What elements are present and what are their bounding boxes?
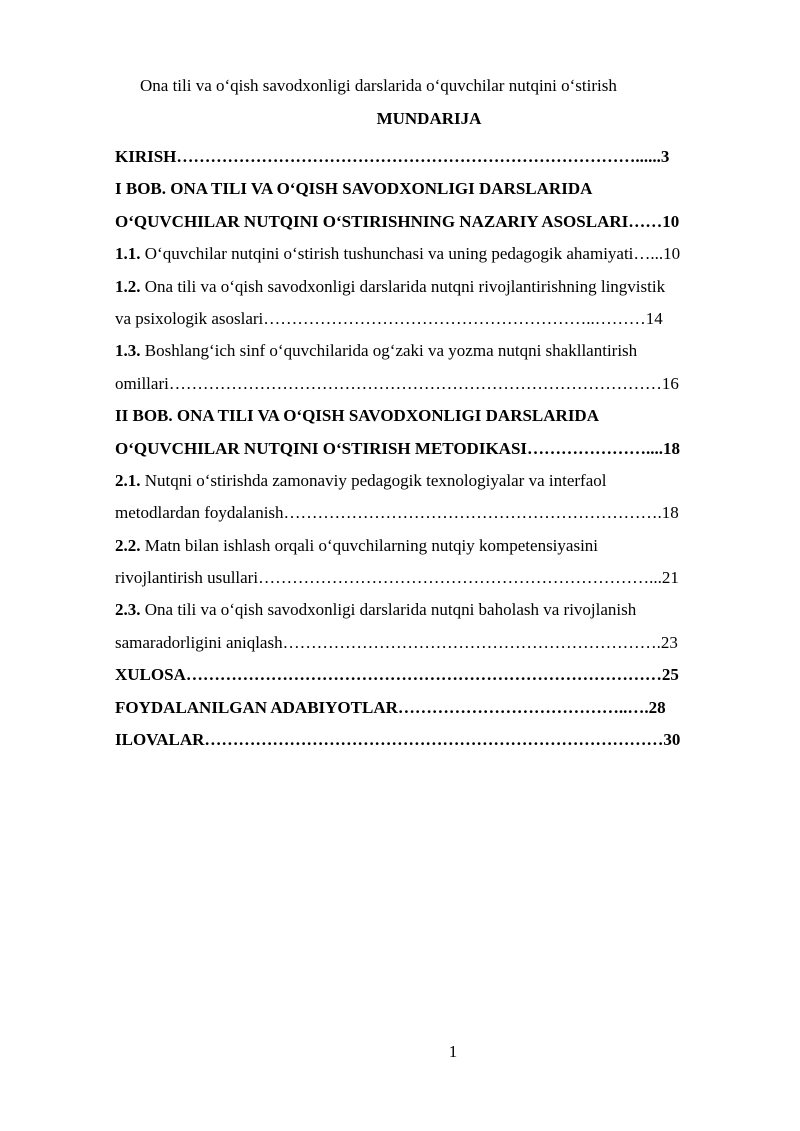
toc-section-1-2-line-1 bbox=[115, 271, 740, 303]
toc-section-2-3-line-1 bbox=[115, 594, 740, 626]
page-number: 1 bbox=[448, 1042, 458, 1061]
toc-entry-xulosa bbox=[115, 659, 740, 691]
toc-entry-text: I BOB. ONA TILI VA OʻQISH SAVODXONLIGI DARSLARIDA bbox=[115, 179, 593, 199]
toc-entry-text: rivojlantirish usullari……………………………………………………………...21 bbox=[115, 568, 679, 588]
toc-section-2-2-line-2 bbox=[115, 562, 740, 594]
toc-section-2-1-line-2 bbox=[115, 497, 740, 529]
toc-section-1-3-line-2 bbox=[115, 368, 740, 400]
toc-section-number: 2.2. bbox=[115, 535, 141, 555]
document-title: Ona tili va oʻqish savodxonligi darslarida oʻquvchilar nutqini oʻstirish bbox=[140, 76, 617, 95]
toc-section-1-3-line-1 bbox=[115, 335, 740, 367]
toc-entry-text: va psixologik asoslari…………………………………………………..………14 bbox=[115, 308, 663, 328]
toc-entry-text: omillari……………………………………………………………………………16 bbox=[115, 373, 679, 393]
toc-entry-text: ILOVALAR………………………………………………………………………30 bbox=[115, 730, 681, 750]
toc-section-number: 1.1. bbox=[115, 244, 141, 264]
toc-section-number: 1.2. bbox=[115, 276, 141, 296]
toc-entry-text: Oʻquvchilar nutqini oʻstirish tushunchasi va uning pedagogik ahamiyati…...10 bbox=[140, 244, 681, 264]
toc-entry-text: II BOB. ONA TILI VA OʻQISH SAVODXONLIGI DARSLARIDA bbox=[115, 406, 599, 426]
toc-entry-text: metodlardan foydalanish………………………………………………………….18 bbox=[115, 503, 679, 523]
toc-entry-text: XULOSA…………………………………………………………………………25 bbox=[115, 665, 679, 685]
toc-entry-text: Ona tili va oʻqish savodxonligi darslarida nutqni baholash va rivojlanish bbox=[140, 600, 637, 620]
toc-chapter-1-line-1 bbox=[115, 173, 740, 205]
toc-entry-text: samaradorligini aniqlash………………………………………………………….23 bbox=[115, 632, 678, 652]
toc-chapter-2-line-1 bbox=[115, 400, 740, 432]
toc-section-2-2-line-1 bbox=[115, 530, 740, 562]
toc-heading: MUNDARIJA bbox=[376, 109, 482, 128]
toc-entry-text: Boshlangʻich sinf oʻquvchilarida ogʻzaki va yozma nutqni shakllantirish bbox=[140, 341, 638, 361]
toc-entry-text: Matn bilan ishlash orqali oʻquvchilarning nutqiy kompetensiyasini bbox=[140, 535, 599, 555]
toc-section-number: 2.3. bbox=[115, 600, 141, 620]
table-of-contents bbox=[115, 141, 740, 756]
toc-entry-text: KIRISH………………………………………………………………………......3 bbox=[115, 147, 670, 166]
toc-chapter-2-line-2 bbox=[115, 433, 740, 465]
toc-section-number: 1.3. bbox=[115, 341, 141, 361]
toc-section-1-1 bbox=[115, 238, 740, 270]
toc-chapter-1-line-2 bbox=[115, 206, 740, 238]
toc-entry-ilovalar bbox=[115, 724, 740, 756]
toc-section-2-3-line-2 bbox=[115, 627, 740, 659]
toc-entry-text: OʻQUVCHILAR NUTQINI OʻSTIRISH METODIKASI…………………....18 bbox=[115, 438, 681, 458]
toc-entry-text: FOYDALANILGAN ADABIYOTLAR…………………………………..….28 bbox=[115, 697, 666, 717]
toc-entry-text: Nutqni oʻstirishda zamonaviy pedagogik texnologiyalar va interfaol bbox=[140, 470, 607, 490]
toc-section-2-1-line-1 bbox=[115, 465, 740, 497]
toc-entry-text: OʻQUVCHILAR NUTQINI OʻSTIRISHNING NAZARIY ASOSLARI……10 bbox=[115, 211, 680, 231]
toc-entry-text: Ona tili va oʻqish savodxonligi darslarida nutqni rivojlantirishning lingvistik bbox=[140, 276, 666, 296]
toc-section-1-2-line-2 bbox=[115, 303, 740, 335]
toc-entry-adabiyotlar bbox=[115, 692, 740, 724]
toc-entry-kirish bbox=[115, 141, 740, 173]
toc-section-number: 2.1. bbox=[115, 470, 141, 490]
